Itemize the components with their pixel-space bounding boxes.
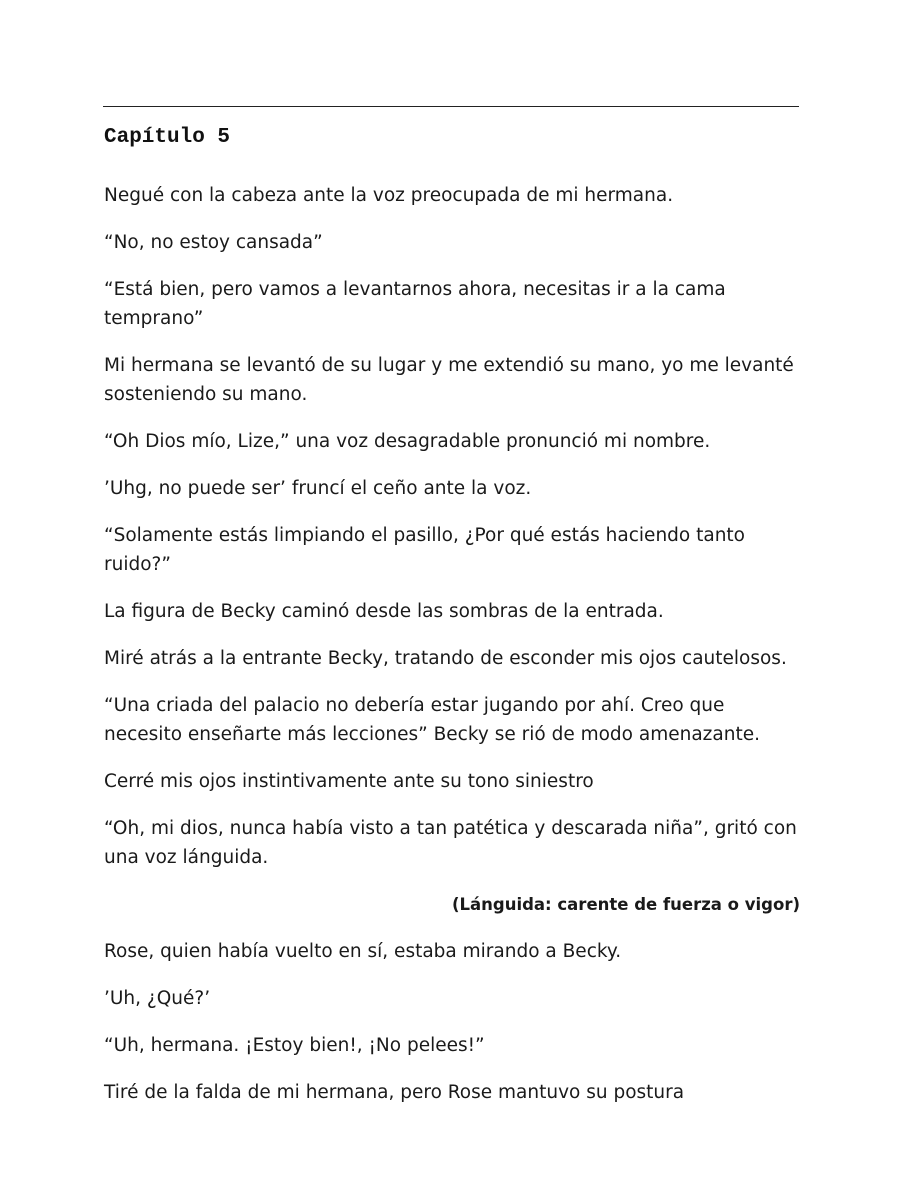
paragraph: Tiré de la falda de mi hermana, pero Rose mantuvo su postura bbox=[104, 1082, 685, 1103]
paragraph: “Uh, hermana. ¡Estoy bien!, ¡No pelees!” bbox=[104, 1035, 485, 1056]
paragraph: Miré atrás a la entrante Becky, tratando de esconder mis ojos cautelosos. bbox=[104, 648, 787, 669]
paragraph: ’Uhg, no puede ser’ fruncí el ceño ante la voz. bbox=[104, 478, 532, 499]
paragraph: “Solamente estás limpiando el pasillo, ¿Por qué estás haciendo tanto ruido?” bbox=[104, 525, 745, 575]
chapter-title: Capítulo 5 bbox=[104, 126, 231, 149]
definition-note: (Lánguida: carente de fuerza o vigor) bbox=[451, 895, 800, 914]
paragraph: “Oh Dios mío, Lize,” una voz desagradable pronunció mi nombre. bbox=[104, 431, 711, 452]
paragraph: Mi hermana se levantó de su lugar y me extendió su mano, yo me levanté sosteniendo su mano. bbox=[104, 355, 794, 405]
paragraph: “Está bien, pero vamos a levantarnos ahora, necesitas ir a la cama temprano” bbox=[104, 279, 726, 329]
paragraph: La figura de Becky caminó desde las sombras de la entrada. bbox=[104, 601, 664, 622]
paragraph: Rose, quien había vuelto en sí, estaba mirando a Becky. bbox=[104, 941, 622, 962]
chapter-body bbox=[104, 181, 804, 1125]
paragraph: “Oh, mi dios, nunca había visto a tan patética y descarada niña”, gritó con una voz lánguida. bbox=[104, 818, 797, 868]
paragraph: Negué con la cabeza ante la voz preocupada de mi hermana. bbox=[104, 185, 674, 206]
paragraph: “Una criada del palacio no debería estar jugando por ahí. Creo que necesito enseñarte más lecciones” Becky se rió de modo amenazante. bbox=[104, 695, 760, 745]
paragraph: “No, no estoy cansada” bbox=[104, 232, 323, 253]
paragraph: ’Uh, ¿Qué?’ bbox=[104, 988, 211, 1009]
header-divider bbox=[103, 106, 799, 107]
paragraph: Cerré mis ojos instintivamente ante su tono siniestro bbox=[104, 771, 594, 792]
